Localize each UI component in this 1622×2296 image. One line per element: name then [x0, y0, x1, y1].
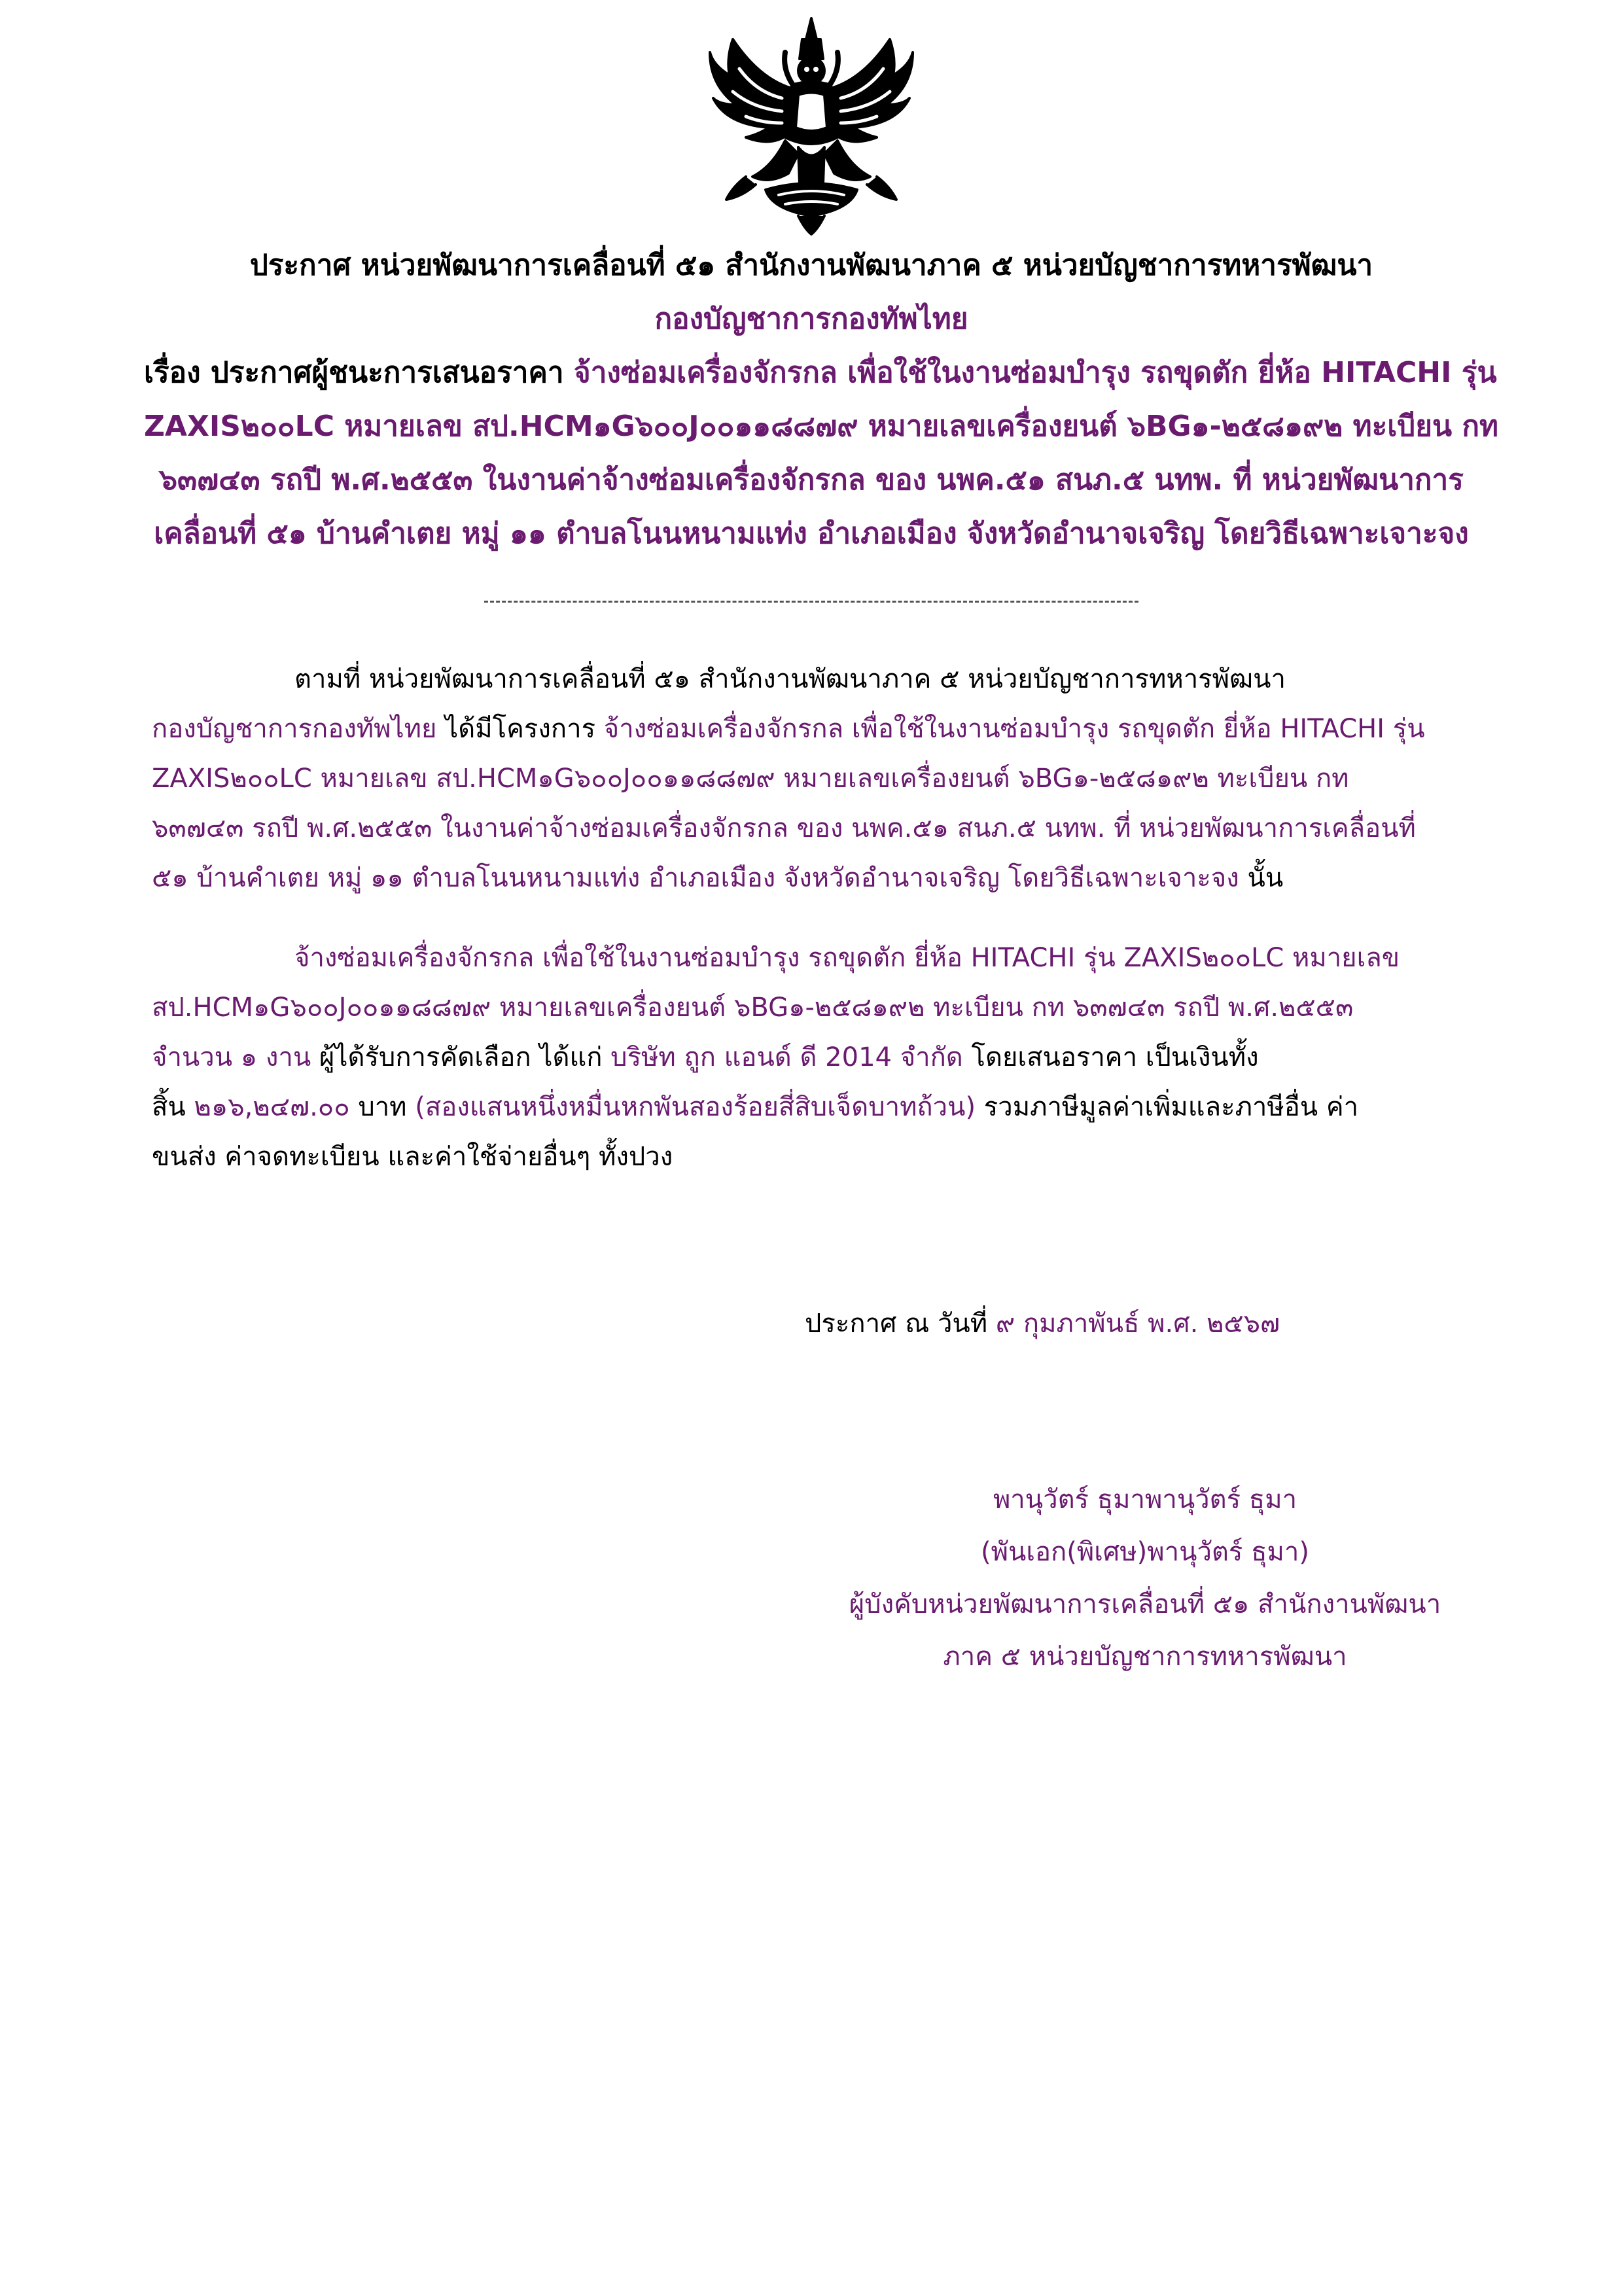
- paragraph-winner: [152, 933, 1473, 1182]
- winner-company: บริษัท ถูก แอนด์ ดี 2014 จำกัด: [610, 1042, 963, 1072]
- currency-label: บาท: [349, 1092, 415, 1122]
- paragraph1-line1: ตามที่ หน่วยพัฒนาการเคลื่อนที่ ๕๑ สำนักงานพัฒนาภาค ๕ หน่วยบัญชาการทหารพัฒนา: [294, 664, 1286, 694]
- signature-block: [811, 1474, 1479, 1683]
- paragraph1-project-label: ได้มีโครงการ: [436, 714, 604, 744]
- announcement-header: [144, 239, 1499, 561]
- paragraph2-line3: [152, 1033, 1473, 1082]
- header-subject-line4: เคลื่อนที่ ๕๑ บ้านคำเตย หมู่ ๑๑ ตำบลโนนหนามแท่ง อำเภอเมือง จังหวัดอำนาจเจริญ โดยวิธีเฉพาะเจาะจง: [154, 517, 1469, 550]
- paragraph1-tail: นั้น: [1239, 863, 1284, 893]
- paragraph1-org: กองบัญชาการกองทัพไทย: [152, 714, 437, 744]
- paragraph1-line4: ๖๓๗๔๓ รถปี พ.ศ.๒๕๕๓ ในงานค่าจ้างซ่อมเครื่องจักรกล ของ นพค.๕๑ สนภ.๕ นทพ. ที่ หน่วยพัฒนาการเคลื่อนที่: [152, 813, 1416, 843]
- header-title-line2: กองบัญชาการกองทัพไทย: [654, 302, 968, 336]
- signature-rank: (พันเอก(พิเศษ)พานุวัตร์ ธุมา): [981, 1537, 1309, 1567]
- price-in-words: (สองแสนหนึ่งหมื่นหกพันสองร้อยสี่สิบเจ็ดบาทถ้วน): [415, 1092, 976, 1122]
- announcement-date: [805, 1299, 1280, 1349]
- tax-note: รวมภาษีมูลค่าเพิ่มและภาษีอื่น ค่า: [976, 1092, 1359, 1122]
- paragraph2-line4: [152, 1082, 1473, 1132]
- date-label: ประกาศ ณ วันที่: [805, 1309, 996, 1339]
- header-subject-line3: ๖๓๗๔๓ รถปี พ.ศ.๒๕๕๓ ในงานค่าจ้างซ่อมเครื่องจักรกล ของ นพค.๕๑ สนภ.๕ นทพ. ที่ หน่วยพัฒนาการ: [159, 463, 1464, 497]
- signature-position-line1: ผู้บังคับหน่วยพัฒนาการเคลื่อนที่ ๕๑ สำนักงานพัฒนา: [849, 1589, 1441, 1619]
- paragraph1-project-text: จ้างซ่อมเครื่องจักรกล เพื่อใช้ในงานซ่อมบำรุง รถขุดตัก ยี่ห้อ HITACHI รุ่น: [603, 714, 1425, 744]
- subject-text-line1: จ้างซ่อมเครื่องจักรกล เพื่อใช้ในงานซ่อมบำรุง รถขุดตัก ยี่ห้อ HITACHI รุ่น: [573, 356, 1497, 389]
- paragraph2-line2: สป.HCM๑G๖๐๐J๐๐๑๑๘๘๗๙ หมายเลขเครื่องยนต์ ๖BG๑-๒๕๘๑๙๒ ทะเบียน กท ๖๓๗๔๓ รถปี พ.ศ.๒๕๕๓: [152, 993, 1354, 1023]
- paragraph1-line3: ZAXIS๒๐๐LC หมายเลข สป.HCM๑G๖๐๐J๐๐๑๑๘๘๗๙ หมายเลขเครื่องยนต์ ๖BG๑-๒๕๘๑๙๒ ทะเบียน กท: [152, 764, 1349, 794]
- garuda-emblem-icon: [707, 13, 916, 239]
- signature-position-line2: ภาค ๕ หน่วยบัญชาการทหารพัฒนา: [943, 1642, 1347, 1672]
- winner-label: ผู้ได้รับการคัดเลือก ได้แก่: [311, 1042, 611, 1072]
- header-subject-line1: [144, 346, 1497, 400]
- paragraph-project: [152, 654, 1473, 903]
- price-amount: ๒๑๖,๒๔๗.๐๐: [194, 1092, 350, 1122]
- date-value: ๙ กุมภาพันธ์ พ.ศ. ๒๕๖๗: [995, 1309, 1280, 1339]
- subject-prefix: เรื่อง ประกาศผู้ชนะการเสนอราคา: [144, 356, 574, 389]
- paragraph2-line5: ขนส่ง ค่าจดทะเบียน และค่าใช้จ่ายอื่นๆ ทั้งปวง: [152, 1142, 673, 1172]
- paragraph1-location: ๕๑ บ้านคำเตย หมู่ ๑๑ ตำบลโนนหนามแท่ง อำเภอเมือง จังหวัดอำนาจเจริญ โดยวิธีเฉพาะเจาะจง: [152, 863, 1239, 893]
- total-label: สิ้น: [152, 1092, 194, 1122]
- header-title-line1: ประกาศ หน่วยพัฒนาการเคลื่อนที่ ๕๑ สำนักงานพัฒนาภาค ๕ หน่วยบัญชาการทหารพัฒนา: [249, 249, 1373, 282]
- paragraph1-line5: [152, 853, 1473, 903]
- signature-name: พานุวัตร์ ธุมาพานุวัตร์ ธุมา: [993, 1485, 1297, 1515]
- header-divider: [484, 601, 1138, 603]
- job-count: จำนวน ๑ งาน: [152, 1042, 311, 1072]
- header-subject-line2: ZAXIS๒๐๐LC หมายเลข สป.HCM๑G๖๐๐J๐๐๑๑๘๘๗๙ หมายเลขเครื่องยนต์ ๖BG๑-๒๕๘๑๙๒ ทะเบียน กท: [144, 410, 1499, 443]
- price-label: โดยเสนอราคา เป็นเงินทั้ง: [962, 1042, 1259, 1072]
- paragraph2-line1: จ้างซ่อมเครื่องจักรกล เพื่อใช้ในงานซ่อมบำรุง รถขุดตัก ยี่ห้อ HITACHI รุ่น ZAXIS๒๐๐LC หมายเลข: [294, 943, 1400, 973]
- paragraph1-line2: [152, 704, 1473, 754]
